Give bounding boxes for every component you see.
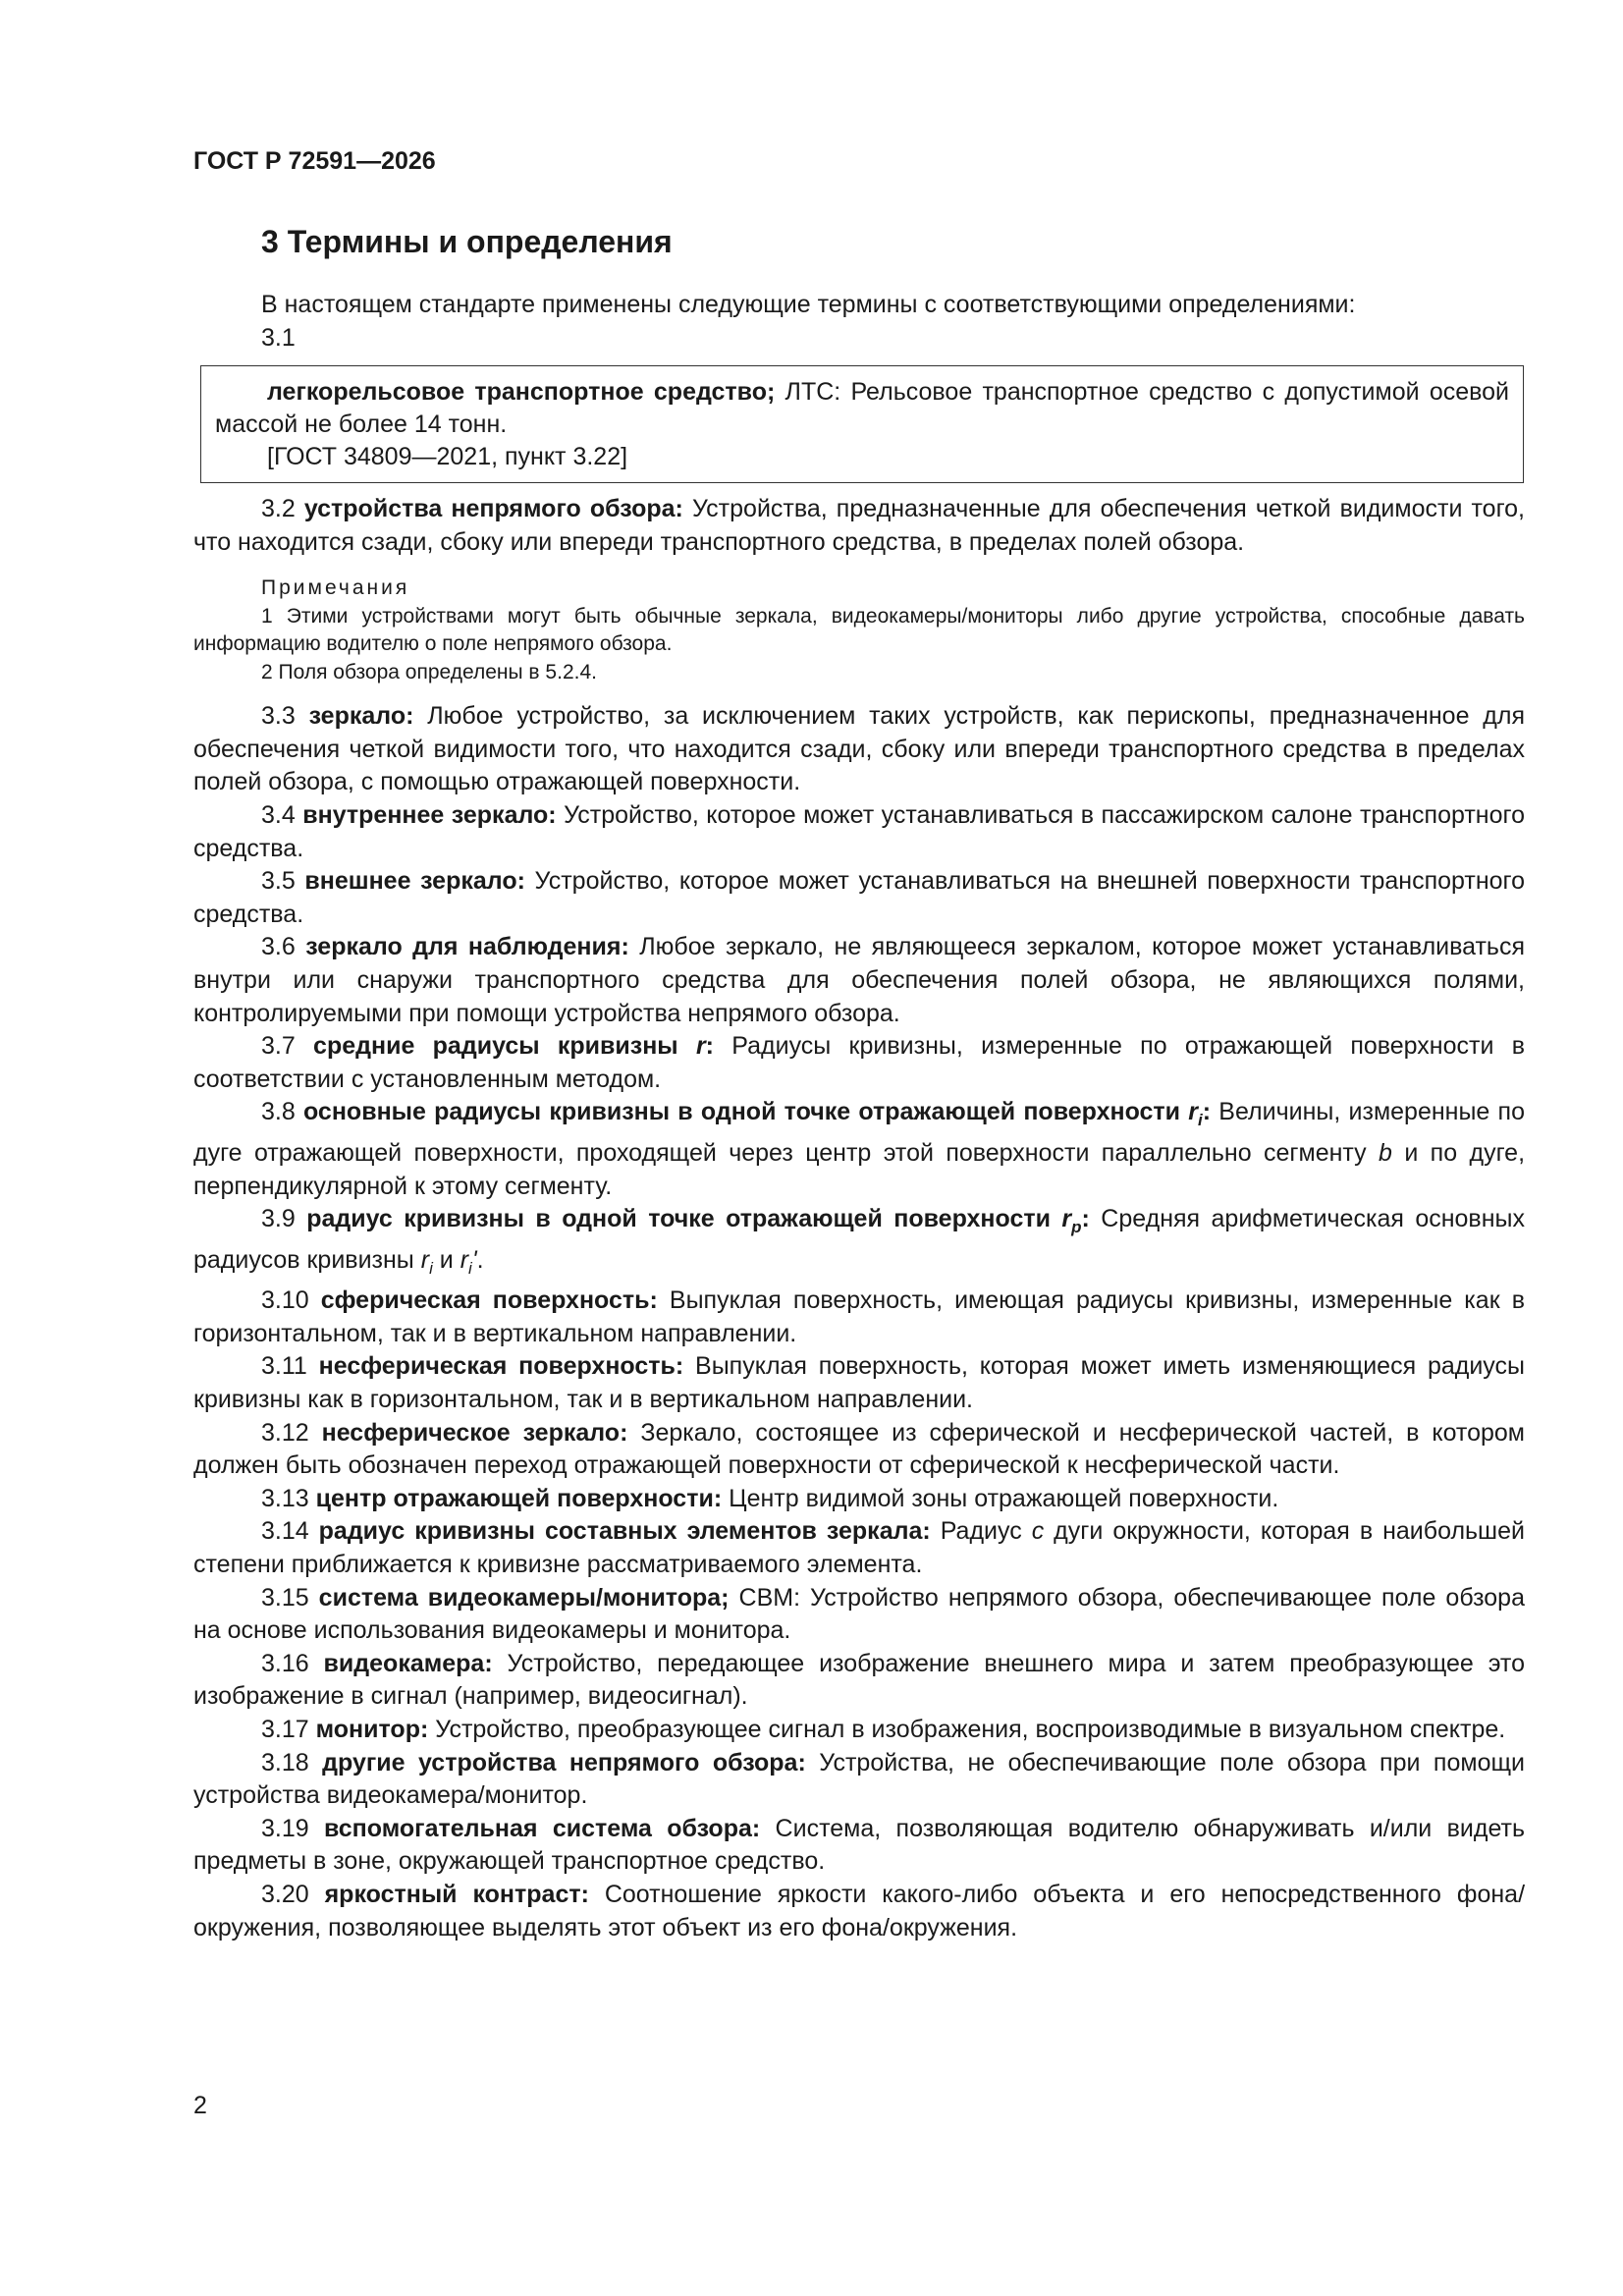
term-symbol: r bbox=[695, 1032, 706, 1061]
term-3-7 bbox=[193, 1030, 1525, 1096]
term-3-16 bbox=[193, 1648, 1525, 1714]
term-3-2 bbox=[193, 493, 1525, 559]
term-definition: Центр видимой зоны отражающей поверхности. bbox=[722, 1484, 1279, 1512]
term-name: устройства непрямого обзора: bbox=[303, 495, 683, 522]
term-3-19 bbox=[193, 1813, 1525, 1879]
term-definition: Зеркало, состоящее из сферической и несферической частей, в котором должен быть обозначен переход отражающей поверхности от сферической к несферической части. bbox=[193, 1418, 1525, 1480]
term-colon: : bbox=[1081, 1205, 1090, 1233]
term-3-8 bbox=[193, 1096, 1525, 1203]
term-definition: Соотношение яркости какого-либо объекта и его непосредственного фона/окружения, позволяющее выделять этот объект из его фона/окружения. bbox=[193, 1880, 1526, 1941]
term-3-12 bbox=[193, 1417, 1525, 1483]
term-name: внешнее зеркало: bbox=[304, 867, 525, 896]
term-definition: Устройство, которое может устанавливаться в пассажирском салоне транспортного средства. bbox=[193, 800, 1525, 862]
term-name-text: радиус кривизны в одной точке отражающей поверхности bbox=[306, 1205, 1062, 1233]
term-colon: : bbox=[1202, 1098, 1212, 1126]
term-name: видеокамера: bbox=[323, 1649, 493, 1677]
term-definition: Радиус bbox=[930, 1517, 1032, 1546]
term-3-1-name: легкорельсовое транспортное средство; bbox=[267, 378, 776, 406]
term-number: 3.2 bbox=[261, 495, 304, 522]
term-number: 3.10 bbox=[261, 1286, 321, 1315]
term-3-1-reference: [ГОСТ 34809—2021, пункт 3.22] bbox=[267, 443, 628, 470]
term-3-18 bbox=[193, 1747, 1525, 1813]
term-definition: Средняя арифметическая основных радиусов кривизны bbox=[193, 1205, 1525, 1274]
term-definition: Величины, измеренные по дуге отражающей поверхности, проходящей через центр этой поверхности параллельно сегменту bbox=[193, 1098, 1525, 1167]
term-number: 3.12 bbox=[261, 1418, 322, 1447]
term-number: 3.7 bbox=[261, 1032, 314, 1061]
term-box-3-1 bbox=[200, 365, 1524, 483]
term-3-5 bbox=[193, 865, 1525, 931]
term-symbol-subscript: i bbox=[1198, 1111, 1203, 1130]
term-name: радиус кривизны составных элементов зеркала: bbox=[318, 1517, 931, 1546]
term-definition: Система, позволяющая водителю обнаруживать и/или видеть предметы в зоне, окружающей транспортное средство. bbox=[193, 1814, 1526, 1876]
term-definition: Выпуклая поверхность, имеющая радиусы кривизны, измеренные как в горизонтальном, так и в вертикальном направлении. bbox=[193, 1286, 1525, 1347]
term-name-text: средние радиусы кривизны bbox=[313, 1032, 696, 1061]
term-number: 3.20 bbox=[261, 1880, 325, 1908]
term-name: другие устройства непрямого обзора: bbox=[322, 1748, 806, 1777]
radius-symbol: c bbox=[1031, 1517, 1045, 1546]
term-3-13 bbox=[193, 1483, 1525, 1516]
term-name: внутреннее зеркало: bbox=[302, 800, 557, 829]
term-symbol: r bbox=[1061, 1205, 1072, 1233]
term-number: 3.13 bbox=[261, 1484, 316, 1512]
radius-symbol: r bbox=[460, 1245, 469, 1274]
segment-symbol: b bbox=[1379, 1138, 1392, 1167]
note-1: 1 Этими устройствами могут быть обычные зеркала, видеокамеры/мониторы либо другие устройства, способные давать информацию водителю о поле непрямого обзора. bbox=[193, 604, 1525, 656]
term-name: зеркало: bbox=[308, 702, 414, 731]
term-definition: Любое зеркало, не являющееся зеркалом, которое может устанавливаться внутри или снаружи транспортного средства для обеспечения полей обзора, не являющихся полями, контролируемыми при помощи устройства непрямого обзора. bbox=[193, 933, 1525, 1027]
prime-mark: ' bbox=[471, 1245, 477, 1274]
radius-symbol: r bbox=[420, 1245, 430, 1274]
term-number-3-1: 3.1 bbox=[261, 324, 296, 352]
term-3-17 bbox=[193, 1714, 1525, 1747]
term-number: 3.9 bbox=[261, 1205, 307, 1233]
term-name: зеркало для наблюдения: bbox=[305, 933, 629, 961]
page-number: 2 bbox=[193, 2092, 207, 2119]
term-number: 3.16 bbox=[261, 1649, 324, 1677]
conjunction: и bbox=[432, 1245, 460, 1274]
term-number: 3.17 bbox=[261, 1716, 316, 1743]
term-3-20 bbox=[193, 1879, 1525, 1944]
term-definition: Выпуклая поверхность, которая может иметь изменяющиеся радиусы кривизны как в горизонтальном, так и в вертикальном направлении. bbox=[193, 1352, 1525, 1414]
term-symbol: r bbox=[1188, 1098, 1198, 1126]
period: . bbox=[476, 1245, 484, 1274]
term-colon: : bbox=[705, 1032, 714, 1061]
term-definition: Устройство, которое может устанавливаться на внешней поверхности транспортного средства. bbox=[193, 867, 1525, 928]
radius-subscript: i bbox=[429, 1258, 433, 1278]
term-3-6 bbox=[193, 931, 1525, 1030]
term-name bbox=[306, 1205, 1090, 1237]
intro-paragraph bbox=[261, 288, 1528, 355]
term-3-1-def: ЛТС: Рельсовое транспортное средство с допустимой осевой массой не более 14 тонн. bbox=[215, 378, 1509, 438]
term-number: 3.19 bbox=[261, 1814, 325, 1842]
notes-title: Примечания bbox=[261, 576, 410, 600]
notes-block bbox=[193, 574, 1525, 686]
term-number: 3.8 bbox=[261, 1098, 303, 1126]
term-definition: Устройства, не обеспечивающие поле обзора при помощи устройства видеокамера/монитор. bbox=[193, 1748, 1526, 1810]
term-name-text: основные радиусы кривизны в одной точке отражающей поверхности bbox=[302, 1098, 1189, 1126]
term-number: 3.6 bbox=[261, 933, 306, 961]
term-name: яркостный контраст: bbox=[324, 1880, 589, 1908]
term-3-14 bbox=[193, 1515, 1525, 1581]
term-definition: Любое устройство, за исключением таких устройств, как перископы, предназначенное для обеспечения четкой видимости того, что находится сзади, сбоку или впереди транспортного средства в пределах полей обзора, с помощью отражающей поверхности. bbox=[193, 702, 1526, 796]
term-name: несферическое зеркало: bbox=[321, 1418, 628, 1447]
term-name: система видеокамеры/монитора; bbox=[318, 1583, 730, 1612]
term-3-15 bbox=[193, 1582, 1525, 1648]
term-number: 3.3 bbox=[261, 702, 309, 731]
term-name: несферическая поверхность: bbox=[318, 1352, 684, 1381]
term-name: сферическая поверхность: bbox=[320, 1286, 658, 1315]
term-definition: Устройство, передающее изображение внешнего мира и затем преобразующее это изображение в сигнал (например, видеосигнал). bbox=[193, 1649, 1525, 1711]
term-3-9 bbox=[193, 1203, 1525, 1285]
term-definition-cont: и по дуге, перпендикулярной к этому сегменту. bbox=[193, 1138, 1526, 1200]
term-name: вспомогательная система обзора: bbox=[324, 1814, 761, 1842]
intro-text: В настоящем стандарте применены следующие термины с соответствующими определениями: bbox=[261, 291, 1356, 318]
term-3-11 bbox=[193, 1350, 1525, 1416]
term-3-10 bbox=[193, 1285, 1525, 1350]
radius-subscript: i bbox=[468, 1258, 472, 1278]
note-2: 2 Поля обзора определены в 5.2.4. bbox=[261, 660, 597, 683]
term-number: 3.11 bbox=[261, 1352, 319, 1381]
term-name bbox=[302, 1098, 1212, 1130]
term-name bbox=[313, 1032, 714, 1060]
term-name: монитор: bbox=[315, 1716, 429, 1743]
term-definition: Радиусы кривизны, измеренные по отражающей поверхности в соответствии с установленным методом. bbox=[193, 1032, 1525, 1093]
term-number: 3.18 bbox=[261, 1748, 323, 1777]
term-definition: СВМ: Устройство непрямого обзора, обеспечивающее поле обзора на основе использования видеокамеры и монитора. bbox=[193, 1583, 1525, 1645]
term-symbol-subscript: p bbox=[1071, 1218, 1082, 1237]
term-3-3 bbox=[193, 700, 1525, 799]
term-definition: Устройство, преобразующее сигнал в изображения, воспроизводимые в визуальном спектре. bbox=[428, 1716, 1506, 1743]
term-definition: Устройства, предназначенные для обеспечения четкой видимости того, что находится сзади, сбоку или впереди транспортного средства, в пределах полей обзора. bbox=[193, 495, 1525, 556]
term-name: центр отражающей поверхности: bbox=[315, 1484, 723, 1512]
term-3-4 bbox=[193, 799, 1525, 865]
section-title: 3 Термины и определения bbox=[261, 224, 673, 259]
term-number: 3.4 bbox=[261, 800, 303, 829]
term-number: 3.15 bbox=[261, 1583, 319, 1612]
term-3-1 bbox=[215, 376, 1509, 441]
document-header: ГОСТ Р 72591—2026 bbox=[193, 147, 436, 175]
term-number: 3.14 bbox=[261, 1517, 319, 1546]
term-definition-cont: дуги окружности, которая в наибольшей степени приближается к кривизне рассматриваемого элемента. bbox=[193, 1517, 1525, 1579]
terms-body bbox=[193, 493, 1525, 1944]
term-number: 3.5 bbox=[261, 867, 305, 896]
